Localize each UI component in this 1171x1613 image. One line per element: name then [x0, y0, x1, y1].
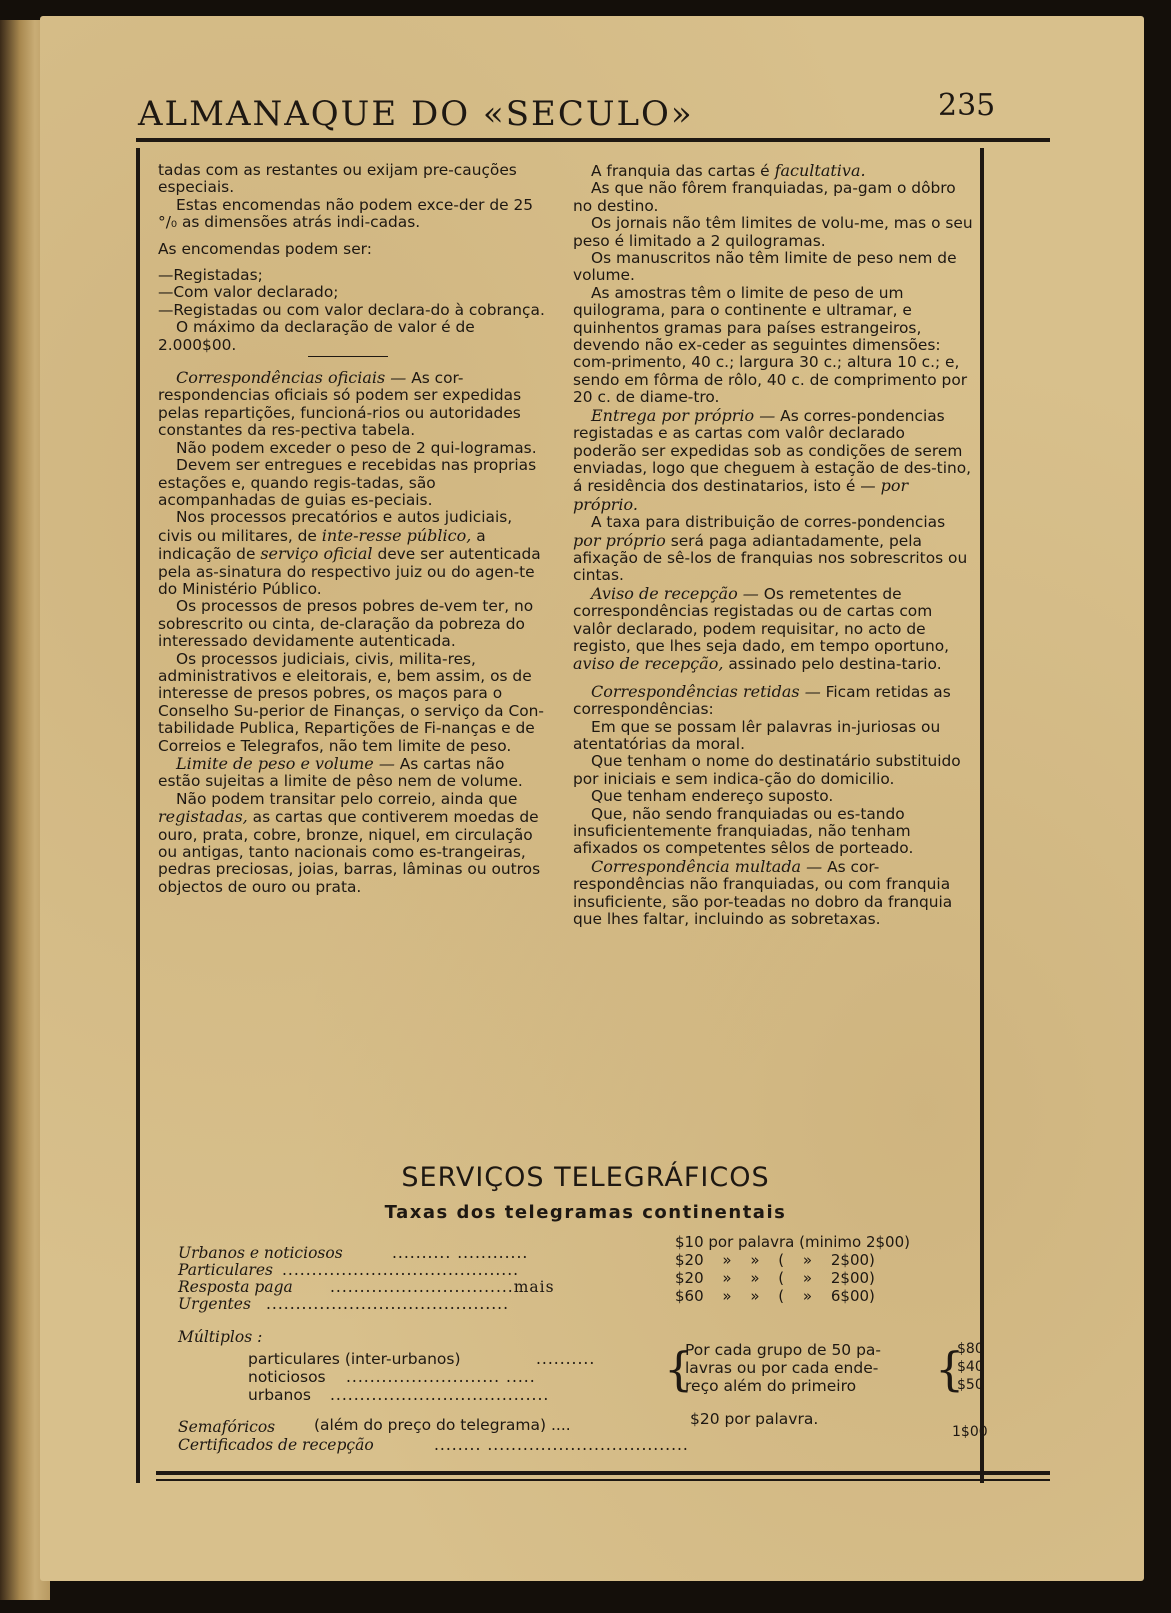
- leader-dots: ..........: [536, 1350, 596, 1368]
- paragraph: tadas com as restantes ou exijam pre-cauções especiais.: [158, 161, 517, 197]
- paragraph: Que tenham endereço suposto.: [591, 787, 834, 806]
- left-text-column: [158, 162, 548, 896]
- paragraph-text: As cartas não estão sujeitas a limite de pêso nem de volume.: [158, 755, 523, 791]
- left-frame-line: [136, 148, 140, 1483]
- list-item: —Registadas ou com valor declara-do à cobrança.: [158, 300, 545, 319]
- multiplos-price: $50: [957, 1377, 984, 1393]
- paragraph: Os jornais não têm limites de volu-me, mas o seu peso é limitado a 2 quilogramas.: [573, 214, 973, 250]
- section-heading: Entrega por próprio —: [591, 405, 776, 425]
- paragraph-text: Ficam retidas as correspondências:: [573, 682, 951, 719]
- paragraph-text: As corres-pondencias registadas e as cartas com valôr declarado poderão ser expedidas sob as condições de serem enviadas, logo que cheguem à estação de des-tino, á residência dos destinatarios, isto é —: [573, 406, 972, 496]
- list-item: —Com valor declarado;: [158, 283, 339, 302]
- emphasis: facultativa.: [774, 161, 866, 180]
- rate-value: $20 » » ( » 2$00): [675, 1269, 875, 1287]
- multiplos-label: Múltiplos :: [178, 1328, 263, 1346]
- rate-value: $20 » » ( » 2$00): [675, 1251, 875, 1269]
- paragraph-text: deve ser autenticada pela as-sinatura do respectivo juiz ou do agen-te do Ministério Público.: [158, 545, 541, 598]
- paragraph: As que não fôrem franquiadas, pa-gam o dôbro no destino.: [573, 179, 956, 215]
- rate-value: $60 » » ( » 6$00): [675, 1287, 875, 1305]
- semaforicos-rate: $20 por palavra.: [690, 1410, 819, 1428]
- leader-dots: ...............................mais: [330, 1278, 555, 1296]
- semaforicos-label: Semafóricos: [178, 1418, 276, 1436]
- leader-dots: .......... ............: [392, 1244, 529, 1262]
- multiplos-price: $80: [957, 1341, 984, 1357]
- paragraph-text: Os remetentes de correspondências registadas ou de cartas com valôr declarado, podem requisitar, no acto de registo, que lhes seja dado, em tempo oportuno,: [573, 584, 950, 655]
- emphasis: aviso de recepção,: [573, 654, 724, 674]
- semaforicos-text: (além do preço do telegrama) ....: [314, 1416, 571, 1434]
- paragraph: Que, não sendo franquiadas ou es-tando insuficientemente franquiadas, não tenham afixados os competentes sêlos de porteado.: [573, 804, 914, 858]
- section-heading: Correspondências retidas —: [591, 681, 821, 701]
- multiplos-description: lavras ou por cada ende-: [685, 1359, 879, 1377]
- list-item: —Registadas;: [158, 266, 263, 285]
- telegraph-section-title: SERVIÇOS TELEGRÁFICOS: [401, 1162, 770, 1193]
- telegraph-section-subtitle: Taxas dos telegramas continentais: [384, 1202, 787, 1223]
- paragraph-text: assinado pelo destina-tario.: [728, 655, 942, 674]
- certificados-label: Certificados de recepção: [178, 1436, 374, 1454]
- header-rule: [136, 138, 1050, 142]
- rate-label: Particulares: [178, 1261, 273, 1279]
- paragraph: Em que se possam lêr palavras in-juriosas ou atentatórias da moral.: [573, 717, 941, 753]
- rate-value: $10 por palavra (minimo 2$00): [675, 1233, 910, 1251]
- section-divider: [308, 356, 388, 357]
- leader-dots: ........ ..................................: [434, 1436, 689, 1454]
- footer-rule-thin: [156, 1479, 1050, 1481]
- paragraph: Os manuscritos não têm limite de peso nem de volume.: [573, 249, 957, 285]
- multiplos-price: $40: [957, 1359, 984, 1375]
- section-heading: Aviso de recepção —: [591, 583, 759, 603]
- paragraph-text: A taxa para distribuição de corres-pondencias: [591, 513, 946, 532]
- emphasis: por próprio.: [573, 476, 909, 514]
- emphasis: registadas,: [158, 807, 248, 827]
- multiplos-item-label: urbanos: [248, 1386, 311, 1404]
- footer-rule: [156, 1471, 1050, 1475]
- paragraph-text: As cor-respondencias oficiais só podem ser expedidas pelas repartições, funcioná-rios ou autoridades constantes da res-pectiva tabela.: [158, 369, 522, 440]
- emphasis: por próprio: [573, 530, 666, 550]
- multiplos-item-label: noticiosos: [248, 1368, 326, 1386]
- running-header-title: ALMANAQUE DO «SECULO»: [138, 94, 694, 134]
- multiplos-description: Por cada grupo de 50 pa-: [685, 1341, 882, 1359]
- paragraph: Não podem exceder o peso de 2 qui-logramas.: [176, 438, 537, 457]
- right-text-column: [573, 162, 973, 928]
- rate-label: Resposta paga: [178, 1278, 293, 1296]
- section-heading: Correspondências oficiais —: [176, 368, 407, 388]
- multiplos-description: reço além do primeiro: [685, 1377, 857, 1395]
- paragraph: As encomendas podem ser:: [158, 239, 372, 258]
- paragraph-text: será paga adiantadamente, pela afixação de sê-los de franquias nos sobrescritos ou cintas.: [573, 531, 968, 585]
- emphasis: serviço oficial: [260, 544, 373, 564]
- paragraph-text: A franquia das cartas é: [591, 162, 770, 180]
- brace-symbol: {: [664, 1342, 694, 1396]
- emphasis: inte-resse público,: [321, 525, 472, 545]
- multiplos-item-label: particulares (inter-urbanos): [248, 1350, 461, 1368]
- brace-symbol: {: [935, 1342, 965, 1396]
- rate-label: Urgentes: [178, 1295, 251, 1313]
- leader-dots: ........................................: [282, 1261, 520, 1279]
- paragraph: Que tenham o nome do destinatário substituido por iniciais e sem indica-ção do domicilio.: [573, 752, 961, 788]
- paragraph-text: as cartas que contiverem moedas de ouro, prata, cobre, bronze, niquel, em circulação ou antigas, tanto nacionais como es-trangeiras, pedras preciosas, joias, barras, lâminas ou outros objectos de ouro ou prata.: [158, 808, 541, 896]
- leader-dots: .....................................: [330, 1386, 550, 1404]
- paragraph-text: As cor-respondências não franquiadas, ou com franquia insuficiente, são por-teadas no dobro da franquia que lhes faltar, incluindo as sobretaxas.: [573, 857, 953, 929]
- paragraph: Estas encomendas não podem exce-der de 25 °/₀ as dimensões atrás indi-cadas.: [158, 195, 534, 232]
- paragraph-text: Nos processos precatórios e autos judiciais, civis ou militares, de: [158, 508, 513, 545]
- right-frame-line: [980, 148, 984, 1483]
- paragraph: As amostras têm o limite de peso de um quilograma, para o continente e ultramar, e quinhentos gramas para países estrangeiros, devendo não ex-ceder as seguintes dimensões: com-primento, 40 c.; largura 30 c.; altura 10 c.; e, sendo em fôrma de rôlo, 40 c. de comprimento por 20 c. de diame-tro.: [573, 283, 968, 407]
- paragraph: Devem ser entregues e recebidas nas proprias estações e, quando regis-tadas, são acompanhadas de guias es-peciais.: [158, 456, 537, 509]
- leader-dots: .......................... .....: [346, 1368, 536, 1386]
- paragraph-text: Não podem transitar pelo correio, ainda que: [176, 789, 518, 808]
- paragraph: Os processos judiciais, civis, milita-res, administrativos e eleitorais, e, bem assim, os de interesse de presos pobres, os maços para o Conselho Su-perior de Finanças, o serviço da Con-tabilidade Publica, Repartições de Fi-nanças e de Correios e Telegrafos, não tem limite de peso.: [158, 649, 544, 755]
- section-heading: Limite de peso e volume —: [176, 754, 395, 773]
- leader-dots: .........................................: [266, 1295, 510, 1313]
- paragraph-text: a indicação de: [158, 526, 486, 564]
- certificados-price: 1$00: [952, 1424, 988, 1440]
- page-number: 235: [938, 88, 996, 123]
- rate-label: Urbanos e noticiosos: [178, 1244, 343, 1262]
- paragraph: O máximo da declaração de valor é de 2.000$00.: [158, 318, 475, 354]
- paragraph: Os processos de presos pobres de-vem ter, no sobrescrito ou cinta, de-claração da pobreza do interessado devidamente autenticada.: [158, 597, 534, 651]
- section-heading: Correspondência multada —: [591, 856, 823, 876]
